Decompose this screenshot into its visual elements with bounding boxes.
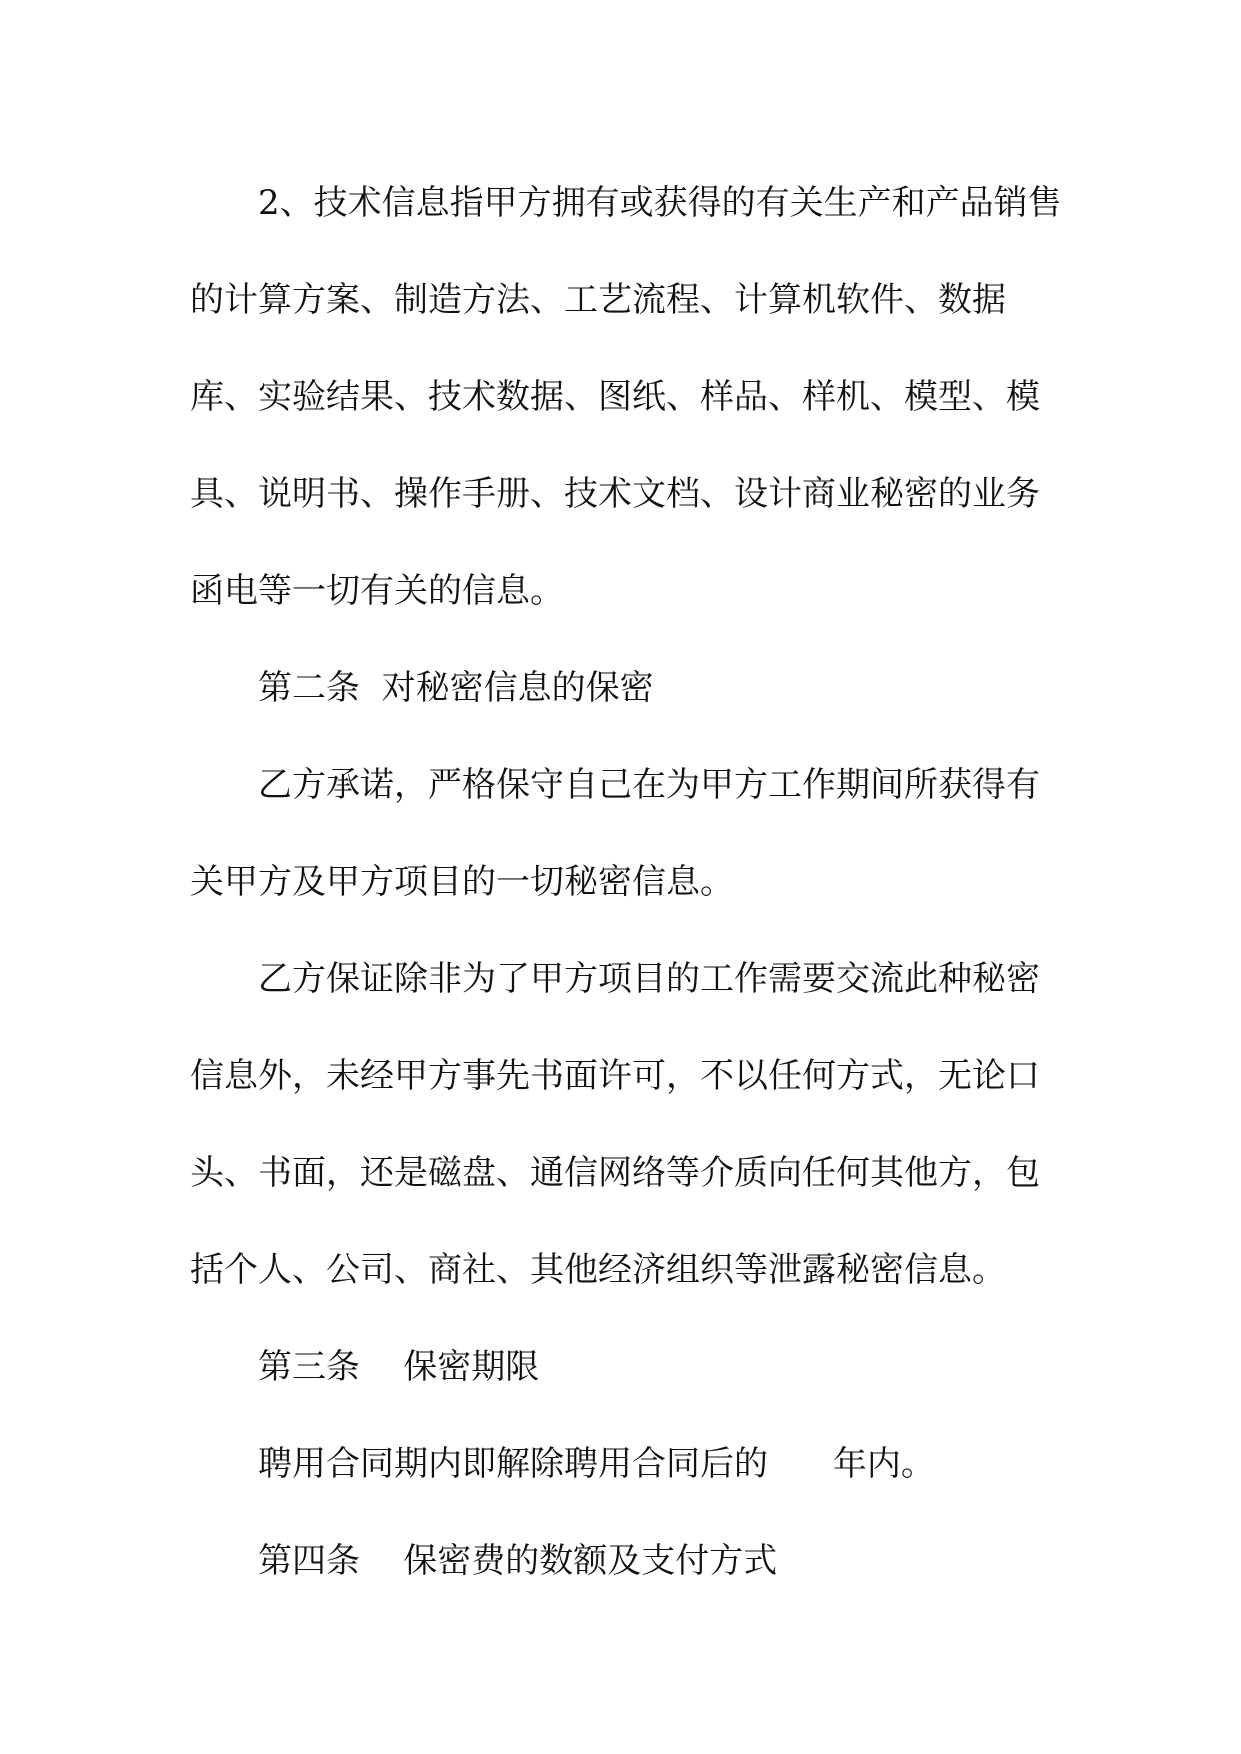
paragraph-line: 具、说明书、操作手册、技术文档、设计商业秘密的业务 [190,474,1040,514]
section-heading: 第三条 保密期限 [258,1347,540,1387]
paragraph-line: 库、实验结果、技术数据、图纸、样品、样机、模型、模 [190,377,1040,417]
paragraph-line: 乙方保证除非为了甲方项目的工作需要交流此种秘密 [258,959,1040,999]
paragraph-line: 2、技术信息指甲方拥有或获得的有关生产和产品销售 [258,183,1062,223]
paragraph-line: 乙方承诺，严格保守自己在为甲方工作期间所获得有 [258,765,1040,805]
paragraph-line: 聘用合同期内即解除聘用合同后的 年内。 [258,1444,935,1484]
paragraph-line: 的计算方案、制造方法、工艺流程、计算机软件、数据 [190,280,1006,320]
paragraph-line: 括个人、公司、商社、其他经济组织等泄露秘密信息。 [190,1250,1006,1290]
paragraph-line: 关甲方及甲方项目的一切秘密信息。 [190,862,734,902]
section-heading: 第二条 对秘密信息的保密 [258,668,654,708]
section-heading: 第四条 保密费的数额及支付方式 [258,1541,778,1581]
paragraph-line: 信息外，未经甲方事先书面许可，不以任何方式，无论口 [190,1056,1040,1096]
paragraph-line: 函电等一切有关的信息。 [190,571,564,611]
paragraph-line: 头、书面，还是磁盘、通信网络等介质向任何其他方，包 [190,1153,1040,1193]
